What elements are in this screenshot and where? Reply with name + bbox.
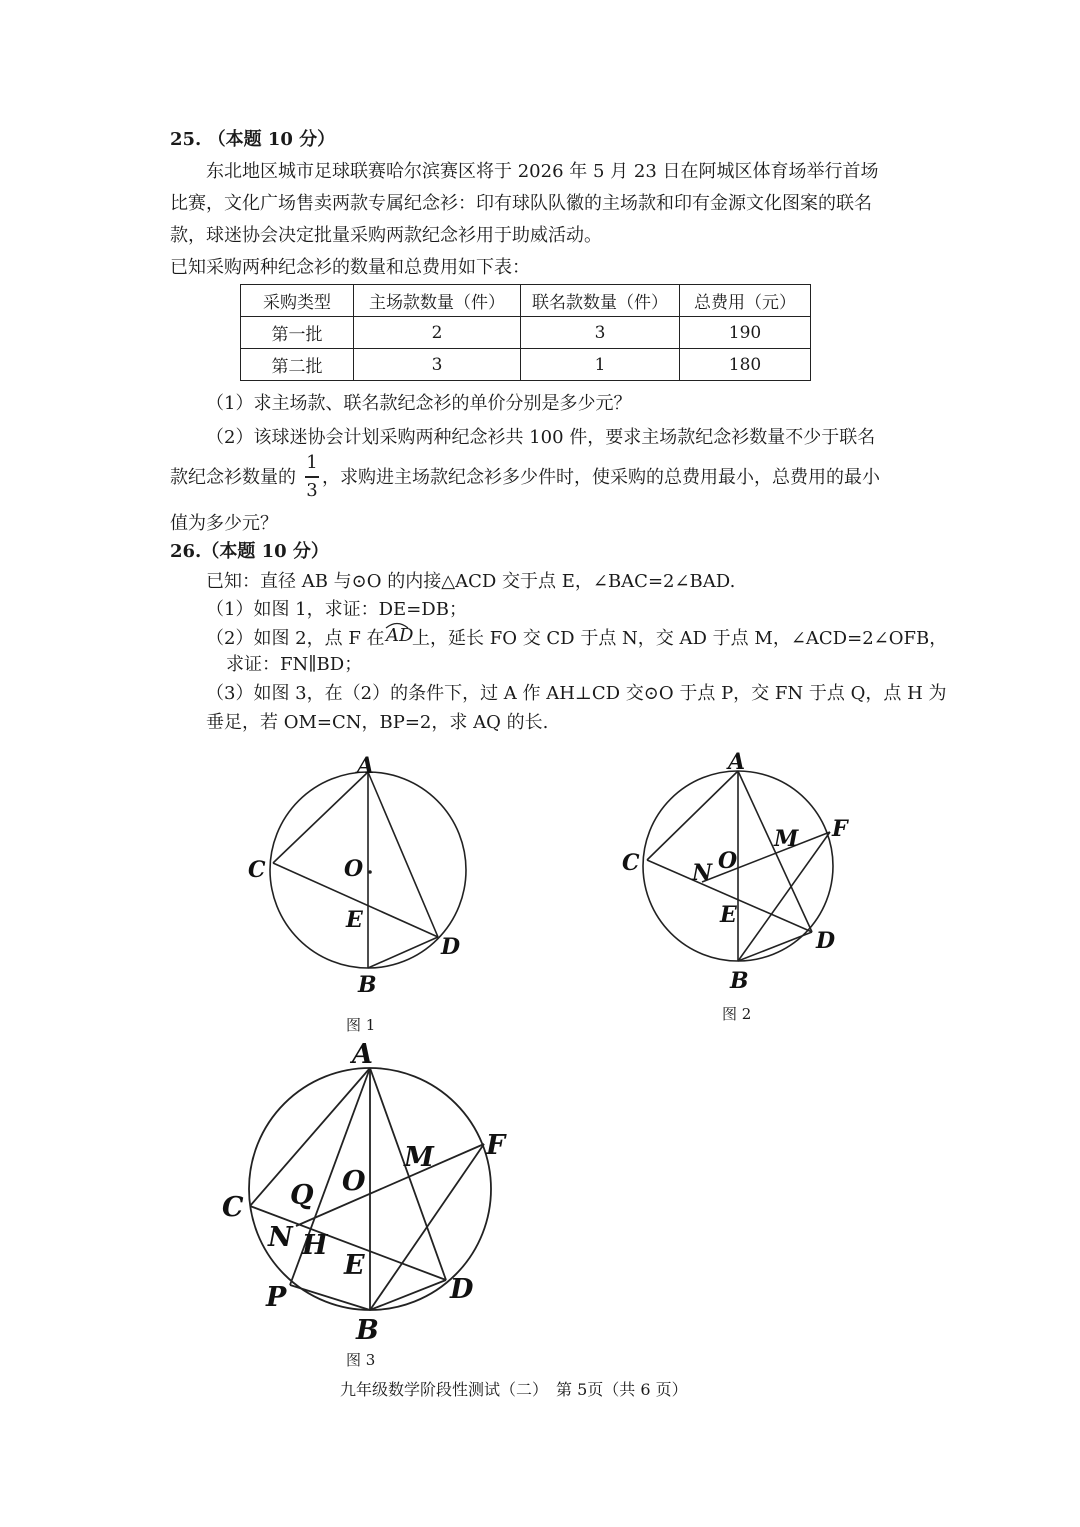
table-cell: 第二批 (241, 349, 354, 381)
label-e: E (346, 907, 363, 933)
table-cell: 2 (354, 317, 521, 349)
label-b: B (730, 968, 749, 994)
table-row (241, 349, 811, 381)
table-cell: 3 (521, 317, 680, 349)
q26-subquestion-3-line-1: （3）如图 3，在（2）的条件下，过 A 作 AH⊥CD 交⊙O 于点 P，交 FN 于点 Q，点 H 为 (206, 683, 947, 704)
label-a: A (728, 749, 746, 775)
table-header-cell: 主场款数量（件） (354, 285, 521, 317)
arc-symbol (384, 621, 410, 629)
label-h: H (302, 1230, 328, 1261)
table-cell: 1 (521, 349, 680, 381)
table-header-cell: 总费用（元） (680, 285, 811, 317)
segment-ac (647, 771, 738, 860)
label-q: Q (290, 1180, 314, 1211)
q25-subquestion-2-line-2-end: ，求购进主场款纪念衫多少件时，使采购的总费用最小，总费用的最小 (322, 467, 880, 488)
label-p: P (266, 1282, 287, 1313)
label-o: O (344, 856, 364, 882)
label-m: M (774, 826, 799, 852)
figure-3 (210, 1036, 530, 1356)
segment-pb (290, 1285, 370, 1310)
label-n: N (692, 860, 713, 886)
table-cell: 3 (354, 349, 521, 381)
label-c: C (222, 1192, 244, 1223)
segment-ad (370, 1068, 446, 1280)
fraction-denominator: 3 (306, 480, 318, 501)
q25-subquestion-1: （1）求主场款、联名款纪念衫的单价分别是多少元？ (206, 393, 632, 414)
label-o: O (342, 1166, 366, 1197)
arc-ad-label: AD (386, 625, 414, 646)
q26-subquestion-1: （1）如图 1，求证：DE=DB； (206, 599, 467, 620)
label-c: C (248, 857, 266, 883)
q25-paragraph-line-3: 款，球迷协会决定批量采购两款纪念衫用于助威活动。 (170, 225, 602, 246)
table-cell: 第一批 (241, 317, 354, 349)
segment-ad (368, 772, 438, 937)
table-row (241, 317, 811, 349)
figure-2 (620, 746, 860, 996)
segment-db (370, 1280, 446, 1310)
q25-table-intro: 已知采购两种纪念衫的数量和总费用如下表： (170, 257, 530, 278)
label-f: F (832, 816, 848, 842)
q25-subquestion-2-line-2-start: 款纪念衫数量的 (170, 467, 296, 488)
table-header-cell: 采购类型 (241, 285, 354, 317)
label-d: D (450, 1274, 474, 1305)
label-o: O (718, 848, 738, 874)
label-m: M (404, 1142, 434, 1173)
page-footer: 九年级数学阶段性测试（二） 第 5页（共 6 页） (340, 1380, 688, 1399)
label-n: N (268, 1222, 293, 1253)
label-a: A (357, 753, 375, 779)
q25-paragraph-line-1: 东北地区城市足球联赛哈尔滨赛区将于 2026 年 5 月 23 日在阿城区体育场举行首场 (206, 161, 879, 182)
label-b: B (358, 972, 377, 998)
table-cell: 180 (680, 349, 811, 381)
fraction-numerator: 1 (306, 452, 318, 473)
label-d: D (441, 934, 461, 960)
table-header-cell: 联名款数量（件） (521, 285, 680, 317)
fraction-bar (305, 476, 319, 478)
figure-1 (240, 750, 480, 1010)
figure-2-caption: 图 2 (722, 1005, 752, 1023)
label-e: E (344, 1250, 365, 1281)
segment-ac (273, 772, 368, 863)
table-header-row (241, 285, 811, 317)
question-26-heading: 26.（本题 10 分） (170, 541, 329, 562)
q26-subquestion-3-line-2: 垂足，若 OM=CN，BP=2，求 AQ 的长. (206, 712, 549, 733)
question-25-heading: 25. （本题 10 分） (170, 129, 336, 150)
label-b: B (356, 1315, 379, 1346)
q25-subquestion-2-line-3: 值为多少元？ (170, 513, 278, 534)
q25-paragraph-line-2: 比赛，文化广场售卖两款专属纪念衫：印有球队队徽的主场款和印有金源文化图案的联名 (170, 193, 872, 214)
segment-db (368, 937, 438, 968)
table-cell: 190 (680, 317, 811, 349)
label-f: F (486, 1130, 506, 1161)
label-a: A (352, 1039, 373, 1070)
q26-subquestion-2-start: （2）如图 2，点 F 在 (206, 628, 385, 649)
figure-1-caption: 图 1 (346, 1016, 376, 1034)
q26-subquestion-2-end: 上，延长 FO 交 CD 于点 N，交 AD 于点 M，∠ACD=2∠OFB， (412, 628, 948, 649)
q26-subquestion-2-line-2: 求证：FN∥BD； (226, 654, 363, 675)
q26-given: 已知：直径 AB 与⊙O 的内接△ACD 交于点 E，∠BAC=2∠BAD. (206, 571, 736, 592)
purchase-table (240, 284, 811, 381)
label-c: C (622, 850, 640, 876)
label-e: E (720, 902, 737, 928)
figure-3-caption: 图 3 (346, 1351, 376, 1369)
label-d: D (816, 928, 836, 954)
q25-subquestion-2-line-1: （2）该球迷协会计划采购两种纪念衫共 100 件，要求主场款纪念衫数量不少于联名 (206, 427, 876, 448)
